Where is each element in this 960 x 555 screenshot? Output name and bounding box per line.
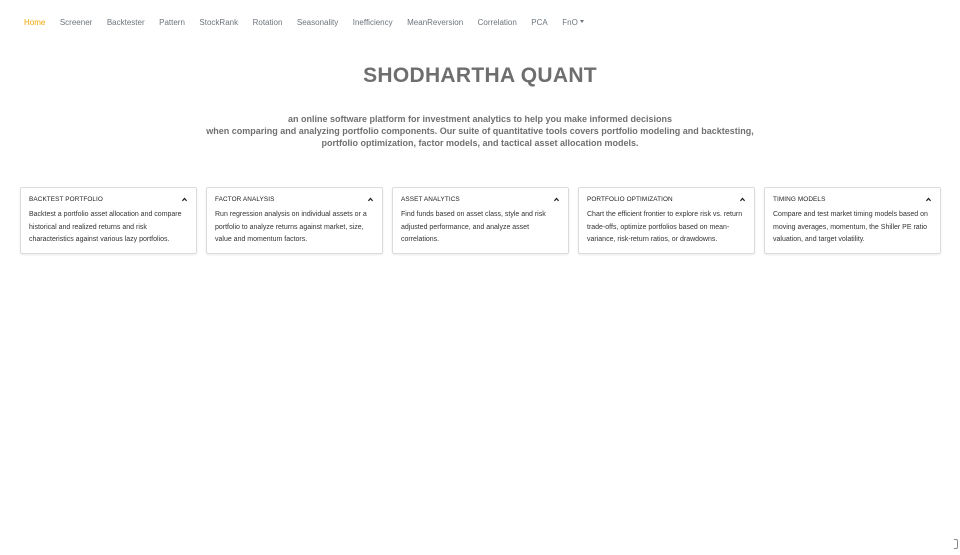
feature-cards [20, 187, 941, 254]
card-portfolio-optimization [578, 187, 755, 254]
card-title: BACKTEST PORTFOLIO [29, 195, 104, 203]
card-title: TIMING MODELS [773, 195, 826, 203]
scroll-handle-icon[interactable] [954, 539, 958, 549]
card-asset-analytics [392, 187, 569, 254]
chevron-up-icon[interactable] [739, 196, 746, 203]
caret-down-icon [580, 20, 584, 23]
card-header[interactable] [773, 188, 932, 210]
card-title: ASSET ANALYTICS [401, 195, 460, 203]
chevron-up-icon[interactable] [367, 196, 374, 203]
hero-description [0, 113, 960, 149]
nav-item-rotation[interactable]: Rotation [252, 18, 283, 27]
nav-item-correlation[interactable]: Correlation [477, 18, 517, 27]
chevron-up-icon[interactable] [181, 196, 188, 203]
page-title: SHODHARTHA QUANT [363, 64, 597, 87]
card-title: PORTFOLIO OPTIMIZATION [587, 195, 673, 203]
top-navbar [24, 17, 598, 29]
hero-description-line: portfolio optimization, factor models, and tactical asset allocation models. [321, 138, 639, 148]
nav-item-seasonality[interactable]: Seasonality [296, 18, 339, 27]
nav-item-meanreversion[interactable]: MeanReversion [407, 18, 464, 27]
nav-item-home[interactable]: Home [24, 18, 46, 27]
nav-item-fno-label: FnO [562, 18, 578, 27]
chevron-up-icon[interactable] [553, 196, 560, 203]
chevron-up-icon[interactable] [925, 196, 932, 203]
card-title: FACTOR ANALYSIS [215, 195, 275, 203]
card-factor-analysis [206, 187, 383, 254]
nav-item-pca[interactable]: PCA [531, 18, 548, 27]
card-header[interactable] [401, 188, 560, 210]
card-body: Compare and test market timing models based on moving averages, momentum, the Shiller PE ratio valuation, and target volatility. [773, 211, 928, 243]
nav-item-stockrank[interactable]: StockRank [199, 18, 239, 27]
nav-item-backtester[interactable]: Backtester [106, 18, 145, 27]
card-body: Backtest a portfolio asset allocation and compare historical and realized returns and risk characteristics against various lazy portfolios. [29, 211, 182, 243]
nav-item-fno-dropdown[interactable] [562, 17, 584, 29]
nav-item-inefficiency[interactable]: Inefficiency [352, 18, 393, 27]
card-header[interactable] [215, 188, 374, 210]
card-header[interactable] [587, 188, 746, 210]
card-backtest-portfolio [20, 187, 197, 254]
card-header[interactable] [29, 188, 188, 210]
card-timing-models [764, 187, 941, 254]
card-body: Run regression analysis on individual assets or a portfolio to analyze returns against market, size, value and momentum factors. [215, 211, 367, 243]
hero-description-line: when comparing and analyzing portfolio components. Our suite of quantitative tools covers portfolio modeling and backtesting, [206, 126, 754, 136]
hero-description-line: an online software platform for investment analytics to help you make informed decisions [287, 114, 673, 124]
card-body: Chart the efficient frontier to explore risk vs. return trade-offs, optimize portfolios based on mean-variance, risk-return ratios, or drawdowns. [587, 211, 743, 243]
nav-item-pattern[interactable]: Pattern [159, 18, 185, 27]
card-body: Find funds based on asset class, style and risk adjusted performance, and analyze asset correlations. [401, 211, 546, 243]
nav-item-screener[interactable]: Screener [59, 18, 93, 27]
